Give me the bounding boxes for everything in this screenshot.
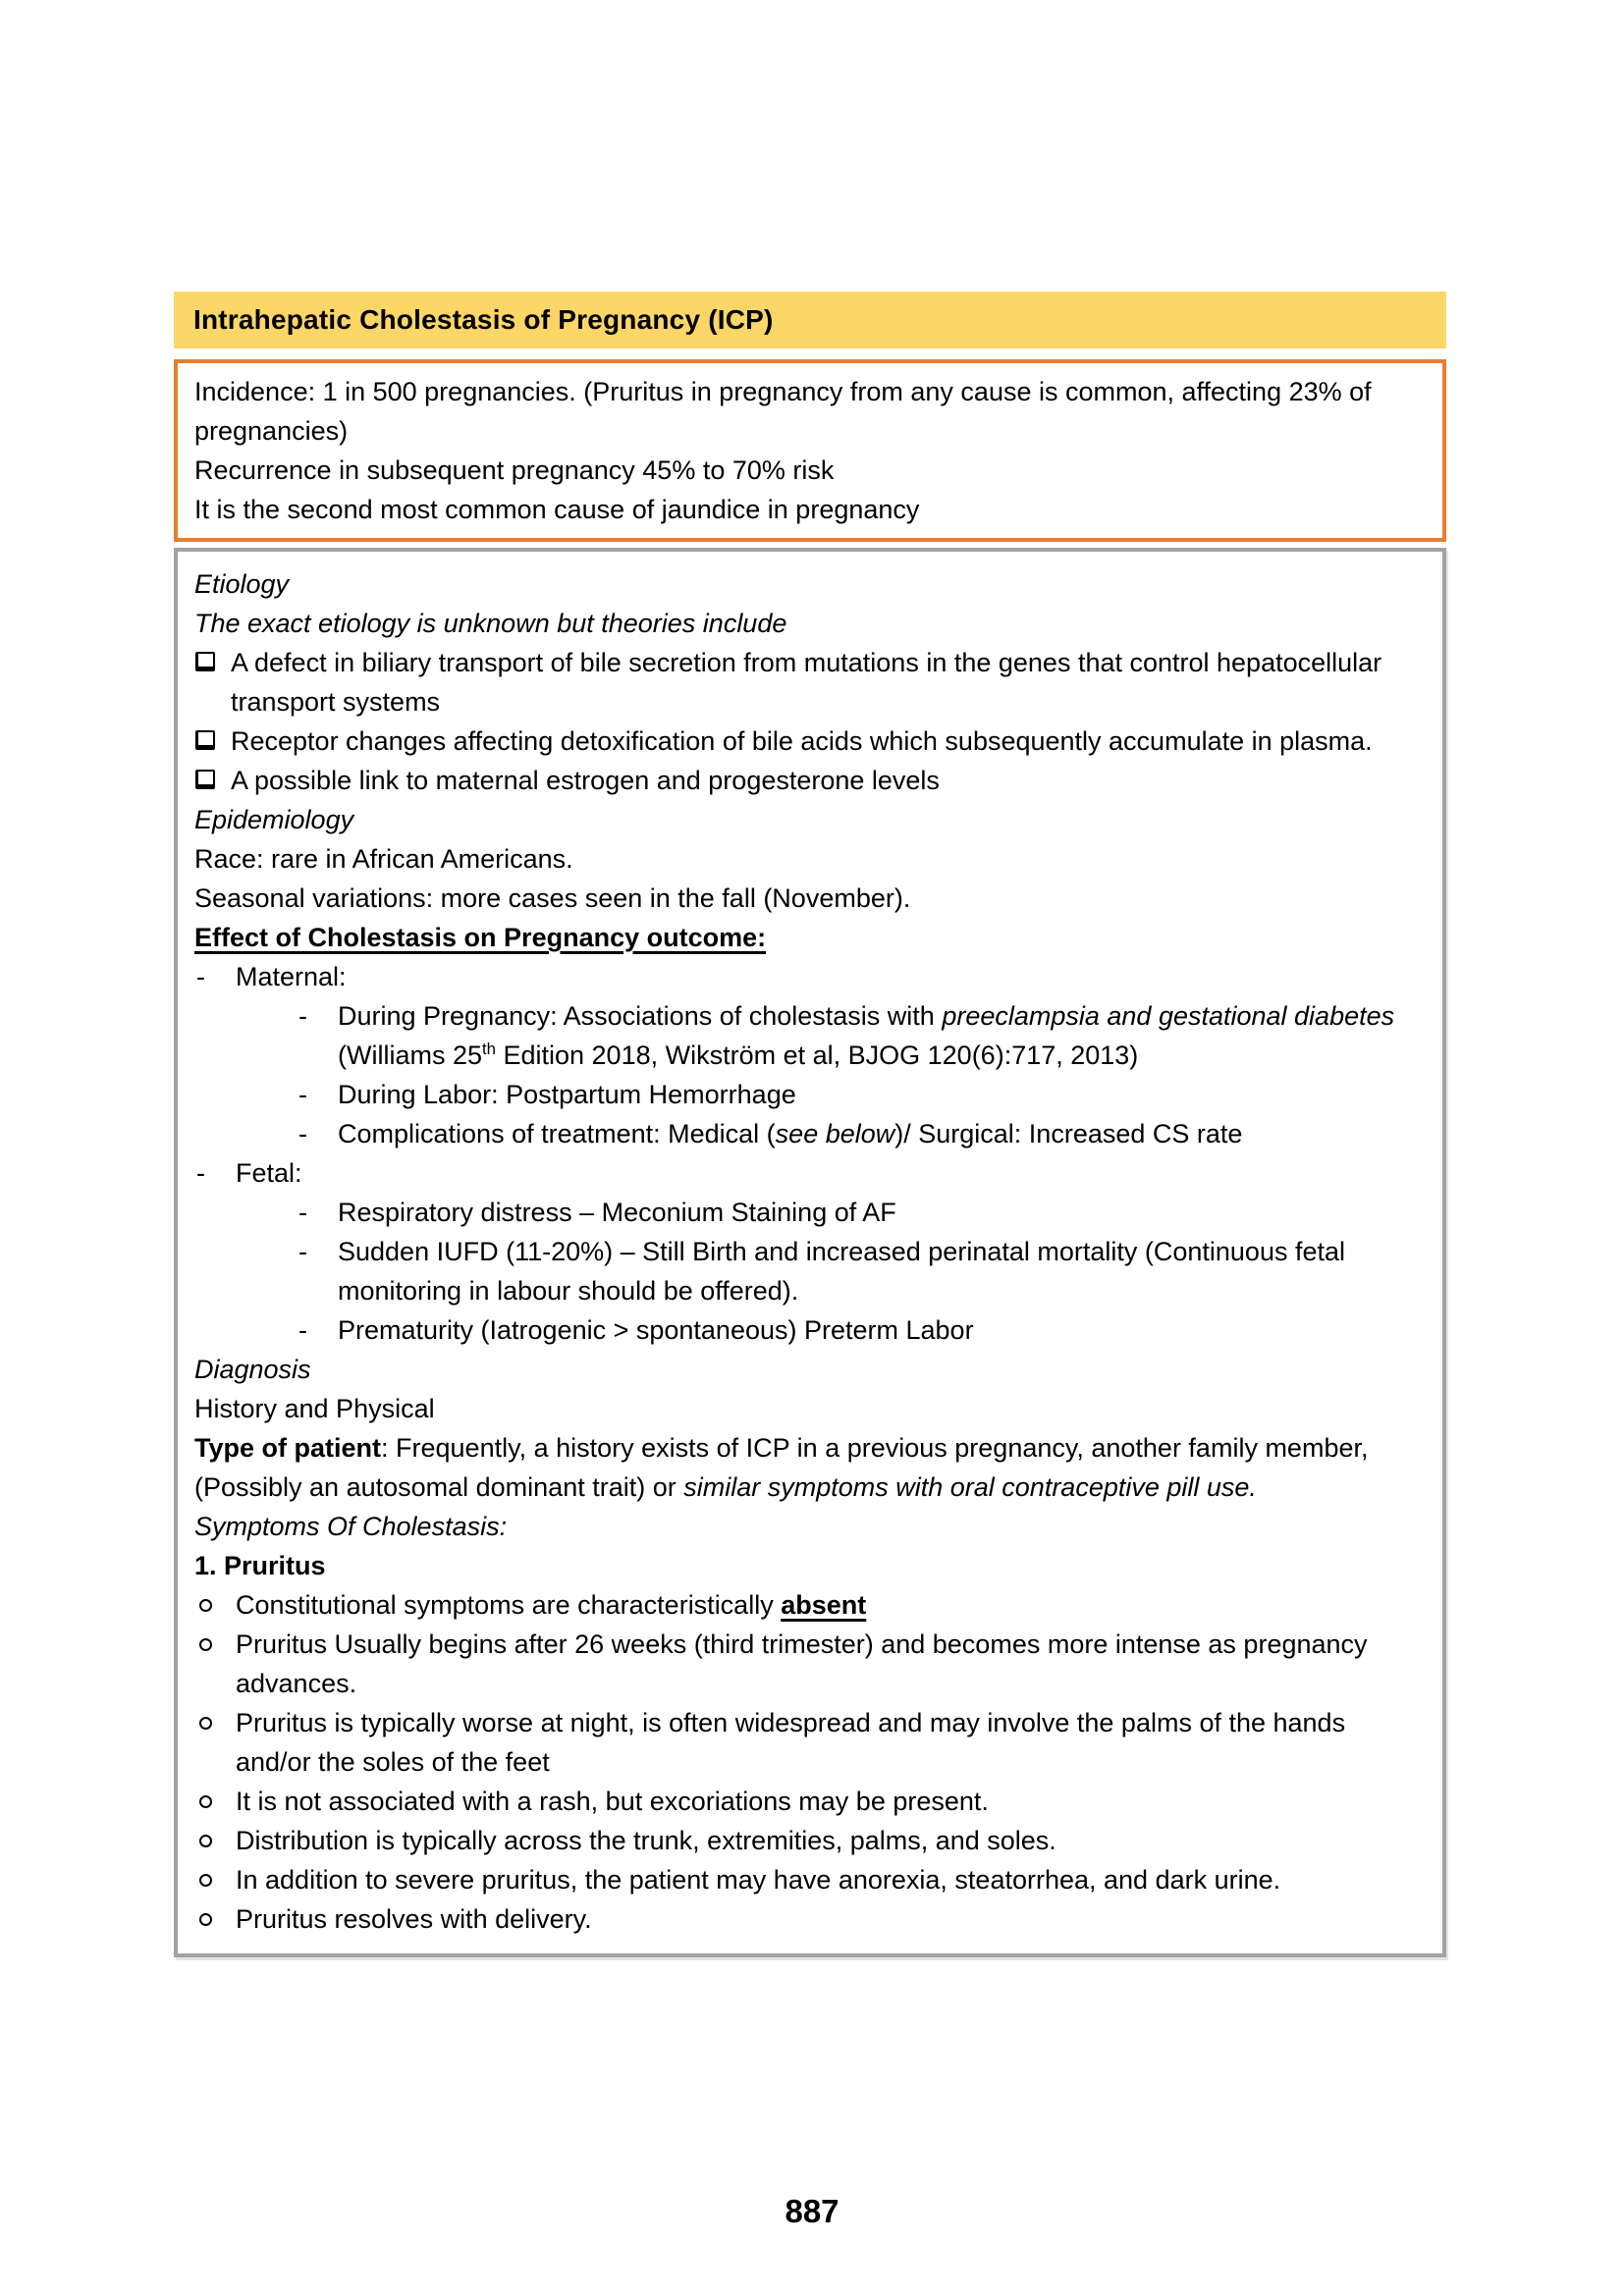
note-line xyxy=(194,1899,1425,1939)
text-run: During Pregnancy: Associations of cholestasis with xyxy=(338,1001,943,1031)
section-header xyxy=(174,292,1446,348)
text-run: Prematurity (Iatrogenic > spontaneous) Preterm Labor xyxy=(338,1315,974,1345)
page-number: 887 xyxy=(785,2193,839,2229)
checkbox-icon xyxy=(195,730,215,750)
incidence-box xyxy=(174,359,1446,542)
text-run: Pruritus resolves with delivery. xyxy=(236,1904,592,1934)
note-line xyxy=(194,1114,1425,1153)
note-line xyxy=(194,1821,1425,1860)
incidence-line: Incidence: 1 in 500 pregnancies. (Pruritus in pregnancy from any cause is common, affecting 23% of pregnancies) xyxy=(194,377,1372,446)
text-run: Etiology xyxy=(194,569,290,599)
dash-bullet-icon: - xyxy=(298,1315,307,1345)
note-line xyxy=(194,721,1425,761)
text-run: similar symptoms with oral contraceptive pill use. xyxy=(683,1472,1257,1502)
note-line xyxy=(194,1625,1425,1703)
note-line xyxy=(194,1310,1425,1350)
text-run: Seasonal variations: more cases seen in the fall (November). xyxy=(194,883,911,913)
circle-bullet-icon xyxy=(199,1795,212,1808)
circle-bullet-icon xyxy=(199,1913,212,1926)
note-line xyxy=(194,1428,1425,1507)
text-run: Distribution is typically across the trunk, extremities, palms, and soles. xyxy=(236,1826,1056,1855)
text-run: History and Physical xyxy=(194,1394,435,1423)
note-line xyxy=(194,800,1425,839)
note-line xyxy=(194,1860,1425,1899)
note-line xyxy=(194,879,1425,918)
text-run: Fetal: xyxy=(236,1158,302,1188)
incidence-line: Recurrence in subsequent pregnancy 45% to 70% risk xyxy=(194,455,835,485)
note-line xyxy=(194,1350,1425,1389)
text-run: (Williams 25 xyxy=(338,1041,483,1070)
text-run: Pruritus Usually begins after 26 weeks (third trimester) and becomes more intense as pregnancy advances. xyxy=(236,1629,1368,1698)
text-run: Diagnosis xyxy=(194,1355,311,1384)
text-run: Complications of treatment: Medical ( xyxy=(338,1119,776,1148)
note-line xyxy=(194,918,1425,957)
text-run: Edition 2018, Wikström et al, BJOG 120(6):717, 2013) xyxy=(495,1041,1139,1070)
clinical-notes-box xyxy=(174,548,1446,1957)
circle-bullet-icon xyxy=(199,1874,212,1887)
text-run: Race: rare in African Americans. xyxy=(194,844,573,874)
text-run: Sudden IUFD (11-20%) – Still Birth and increased perinatal mortality (Continuous fetal monitoring in labour should be offered). xyxy=(338,1237,1345,1306)
text-run: : Frequently, a history exists of ICP in a previous pregnancy, another family member, (Possibly an autosomal dominant trait) or xyxy=(194,1433,1369,1502)
text-run: Symptoms Of Cholestasis: xyxy=(194,1512,508,1541)
note-line xyxy=(194,564,1425,604)
note-line xyxy=(194,1075,1425,1114)
incidence-line: It is the second most common cause of jaundice in pregnancy xyxy=(194,495,920,524)
text-run: During Labor: Postpartum Hemorrhage xyxy=(338,1080,796,1109)
dash-bullet-icon: - xyxy=(298,1198,307,1227)
dash-bullet-icon: - xyxy=(298,1080,307,1109)
dash-bullet-icon: - xyxy=(298,1119,307,1148)
note-line xyxy=(194,1193,1425,1232)
circle-bullet-icon xyxy=(199,1638,212,1651)
dash-bullet-icon: - xyxy=(196,962,205,991)
text-run: Effect of Cholestasis on Pregnancy outcome: xyxy=(194,923,767,952)
note-line xyxy=(194,839,1425,879)
note-line xyxy=(194,761,1425,800)
circle-bullet-icon xyxy=(199,1717,212,1730)
text-run: Epidemiology xyxy=(194,805,354,834)
dash-bullet-icon: - xyxy=(196,1158,205,1188)
text-run: 1. Pruritus xyxy=(194,1551,326,1580)
text-run: In addition to severe pruritus, the patient may have anorexia, steatorrhea, and dark urine. xyxy=(236,1865,1281,1895)
circle-bullet-icon xyxy=(199,1599,212,1612)
note-line xyxy=(194,604,1425,643)
note-line xyxy=(194,957,1425,996)
note-line xyxy=(194,643,1425,721)
text-run: th xyxy=(482,1040,496,1058)
section-title: Intrahepatic Cholestasis of Pregnancy (ICP) xyxy=(193,304,774,335)
text-run: Receptor changes affecting detoxification of bile acids which subsequently accumulate in plasma. xyxy=(231,726,1373,756)
checkbox-icon xyxy=(195,770,215,789)
text-run: The exact etiology is unknown but theories include xyxy=(194,609,787,638)
text-run: It is not associated with a rash, but excoriations may be present. xyxy=(236,1787,989,1816)
checkbox-icon xyxy=(195,652,215,671)
text-run: Constitutional symptoms are characteristically xyxy=(236,1590,782,1620)
note-line xyxy=(194,996,1425,1075)
text-run: see below xyxy=(775,1119,895,1148)
text-run: preeclampsia and gestational diabetes xyxy=(942,1001,1395,1031)
text-run: A possible link to maternal estrogen and progesterone levels xyxy=(231,766,940,795)
note-line xyxy=(194,1585,1425,1625)
note-line xyxy=(194,1546,1425,1585)
dash-bullet-icon: - xyxy=(298,1001,307,1031)
circle-bullet-icon xyxy=(199,1835,212,1847)
text-run: A defect in biliary transport of bile secretion from mutations in the genes that control hepatocellular transport systems xyxy=(231,648,1382,717)
note-line xyxy=(194,1389,1425,1428)
note-line xyxy=(194,1232,1425,1310)
note-line xyxy=(194,1782,1425,1821)
text-run: Type of patient xyxy=(194,1433,382,1463)
text-run: Respiratory distress – Meconium Staining of AF xyxy=(338,1198,896,1227)
text-run: Pruritus is typically worse at night, is often widespread and may involve the palms of the hands and/or the soles of the feet xyxy=(236,1708,1346,1777)
note-line xyxy=(194,1703,1425,1782)
note-line xyxy=(194,1507,1425,1546)
text-run: Maternal: xyxy=(236,962,347,991)
note-line xyxy=(194,1153,1425,1193)
text-run: )/ Surgical: Increased CS rate xyxy=(894,1119,1243,1148)
text-run: absent xyxy=(781,1590,867,1620)
dash-bullet-icon: - xyxy=(298,1237,307,1266)
